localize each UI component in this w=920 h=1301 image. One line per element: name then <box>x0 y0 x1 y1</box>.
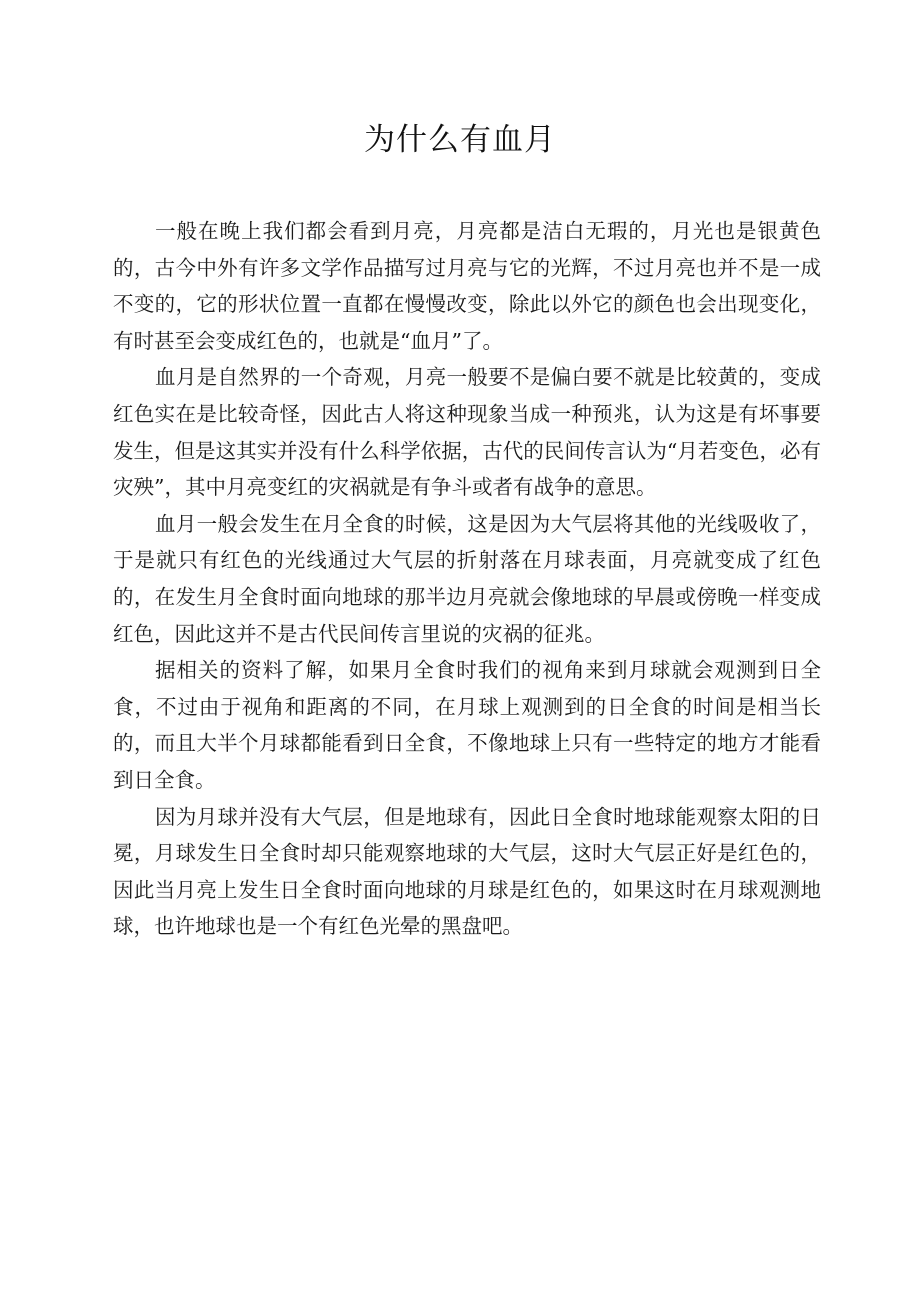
paragraph-4: 据相关的资料了解，如果月全食时我们的视角来到月球就会观测到日全食，不过由于视角和距离的不同，在月球上观测到的日全食的时间是相当长的，而且大半个月球都能看到日全食，不像地球上只有一些特定的地方才能看到日全食。 <box>113 658 821 792</box>
document-body <box>113 213 821 945</box>
paragraph-3: 血月一般会发生在月全食的时候，这是因为大气层将其他的光线吸收了，于是就只有红色的光线通过大气层的折射落在月球表面，月亮就变成了红色的，在发生月全食时面向地球的那半边月亮就会像地球的早晨或傍晚一样变成红色，因此这并不是古代民间传言里说的灾祸的征兆。 <box>113 511 821 646</box>
paragraph-1: 一般在晚上我们都会看到月亮，月亮都是洁白无瑕的，月光也是银黄色的，古今中外有许多文学作品描写过月亮与它的光辉，不过月亮也并不是一成不变的，它的形状位置一直都在慢慢改变，除此以外它的颜色也会出现变化，有时甚至会变成红色的，也就是“血月”了。 <box>113 219 821 353</box>
paragraph-5: 因为月球并没有大气层，但是地球有，因此日全食时地球能观察太阳的日冕，月球发生日全食时却只能观察地球的大气层，这时大气层正好是红色的，因此当月亮上发生日全食时面向地球的月球是红色的，如果这时在月球观测地球，也许地球也是一个有红色光晕的黑盘吧。 <box>113 804 821 939</box>
paragraph-2: 血月是自然界的一个奇观，月亮一般要不是偏白要不就是比较黄的，变成红色实在是比较奇怪，因此古人将这种现象当成一种预兆，认为这是有坏事要发生，但是这其实并没有什么科学依据，古代的民间传言认为“月若变色，必有灾殃”，其中月亮变红的灾祸就是有争斗或者有战争的意思。 <box>113 365 821 500</box>
document-title: 为什么有血月 <box>364 122 556 158</box>
